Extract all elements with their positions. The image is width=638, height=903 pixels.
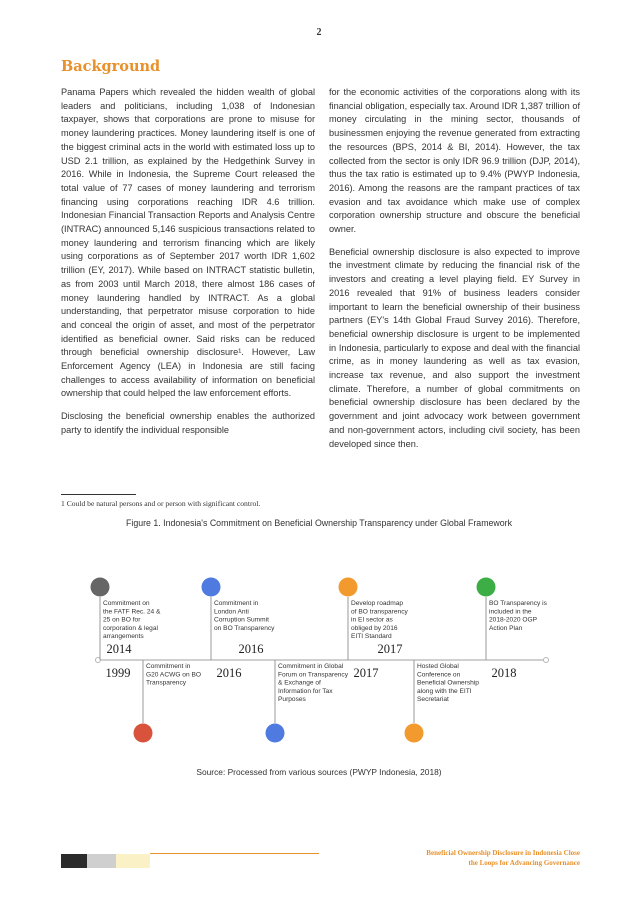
event-description: Commitment in Global: [278, 663, 344, 670]
timeline-figure: [0, 560, 638, 760]
event-description: 25 on BO for: [103, 616, 141, 624]
event-year: 2017: [353, 666, 379, 680]
event-year: 2018: [491, 666, 517, 680]
event-year: 1999: [105, 666, 131, 680]
event-description: & Exchange of: [278, 679, 321, 687]
event-description: EITI Standard: [351, 633, 392, 641]
paragraph: Disclosing the beneficial ownership enables the authorized party to identify the individual responsible: [61, 411, 315, 435]
event-marker: [202, 578, 221, 597]
event-description: Secretariat: [417, 696, 449, 704]
footer-color-block-cream: [116, 854, 150, 868]
right-column: [329, 86, 580, 460]
event-description: the FATF Rec. 24 &: [103, 608, 161, 616]
event-description: G20 ACWG on BO: [146, 671, 201, 679]
event-description: Commitment in: [146, 663, 191, 670]
footer-title: [426, 848, 580, 868]
event-year: 2014: [106, 642, 132, 656]
event-marker: [405, 724, 424, 743]
figure-source: Source: Processed from various sources (PWYP Indonesia, 2018): [196, 767, 442, 777]
event-description: included in the: [489, 608, 532, 616]
event-description: of BO transparency: [351, 608, 408, 616]
event-description: Develop roadmap: [351, 600, 404, 607]
figure-title: Figure 1. Indonesia's Commitment on Beneficial Ownership Transparency under Global Framework: [126, 518, 512, 528]
paragraph: Beneficial ownership disclosure is also expected to improve the investment climate by reducing the financial risk of the investors and creating a level playing field. EY Survey in 2016 revealed that 91% of business leaders consider important to learn the beneficial ownership of their business partners (EY's 14th Global Fraud Survey 2016). Therefore, beneficial ownership disclosure is urgent to be implemented in Indonesia, particularly to expose and deal with the financial crime, as in money laundering as well as tax evasion, increase tax revenue, and also support the investment climate. Therefore, a number of global commitments on beneficial ownership disclosure has been declared by the government and joint advocacy work between government and non-government actors, including civil society, has been developed since then.: [329, 246, 580, 449]
footer-title-line: the Loops for Advancing Governance: [468, 859, 580, 867]
event-description: on BO Transparency: [214, 624, 275, 632]
timeline-end-dot: [544, 658, 549, 663]
footer-rule: [150, 853, 319, 854]
event-description: arrangements: [103, 633, 144, 641]
footer-color-block-dark: [61, 854, 87, 868]
event-description: Purposes: [278, 696, 306, 704]
event-description: Forum on Transparency: [278, 671, 348, 679]
section-heading: Background: [61, 58, 161, 75]
event-description: corporation & legal: [103, 624, 158, 632]
event-description: Commitment on: [103, 600, 150, 607]
event-description: London Anti: [214, 608, 249, 616]
footnote-divider: [61, 494, 136, 495]
event-description: Corruption Summit: [214, 616, 269, 624]
footer-title-line: Beneficial Ownership Disclosure in Indonesia Close: [426, 849, 580, 857]
event-description: Conference on: [417, 671, 461, 679]
event-marker: [477, 578, 496, 597]
event-description: along with the EITI: [417, 687, 472, 695]
event-marker: [91, 578, 110, 597]
event-year: 2016: [238, 642, 264, 656]
left-column: [61, 86, 315, 447]
event-marker: [266, 724, 285, 743]
footnote: 1 Could be natural persons and or person with significant control.: [61, 499, 261, 508]
event-marker: [134, 724, 153, 743]
paragraph: Panama Papers which revealed the hidden wealth of global leaders and politicians, including 1,038 of Indonesian taxpayer, shows that corporations are prone to misuse for money laundering practices. Money laundering itself is one of the biggest criminal acts in the world with estimated loss up to USD 2.1 trillion, as explained by the Hedgethink Survey in 2016. While in Indonesia, the Supreme Court released the total value of 77 cases of money laundering and terrorism financing using corporations reaching IDR 4.6 trillion. Indonesian Financial Transaction Reports and Analysis Centre (INTRAC) announced 5,146 suspicious transactions related to money laundering and terrorism financing which are likely using corporations as of September 2017 worth IDR 1,602 trillion (EY, 2017). While based on INTRACT statistic bulletin, as from 2003 until March 2018, there almost 186 cases of money laundering handled by INTRACT. As a global understanding, that perpetrator misuse corporation to hide and conceal the origin of asset, and most of the perpetrator identified as beneficial owner. Said risks can be reduced through beneficial ownership disclosure¹. However, Law Enforcement Agency (LEA) in Indonesia are still facing challenges to access availability of information on beneficial ownership that could helped the law enforcement efforts.: [61, 87, 315, 399]
event-marker: [339, 578, 358, 597]
paragraph: for the economic activities of the corporations along with its financial obligation, especially tax. Around IDR 1,387 trillion of money circulating in the mining sector, thousands of businessmen enjoying the revenue generated from extracting the resources (BPS, 2014 & BI, 2014). However, the tax collected from the sector is only IDR 96.9 trillion (DJP, 2014), thus the tax ratio is estimated up to 9.4% (PWYP Indonesia, 2016). Among the reasons are the rampant practices of tax evasion and tax avoidance which make use of complex corporation ownership structure and obscure the beneficial owner.: [329, 87, 580, 235]
event-description: in EI sector as: [351, 616, 393, 624]
event-description: Beneficial Ownership: [417, 679, 479, 687]
event-description: Information for Tax: [278, 687, 333, 695]
event-year: 2016: [216, 666, 242, 680]
event-description: 2018-2020 OGP: [489, 616, 538, 624]
event-description: Action Plan: [489, 624, 523, 632]
page-number: 2: [316, 27, 322, 38]
event-description: Hosted Global: [417, 663, 459, 670]
footer-color-block-grey: [87, 854, 116, 868]
event-year: 2017: [377, 642, 403, 656]
event-description: Commitment in: [214, 600, 259, 607]
event-description: Transparency: [146, 679, 187, 687]
event-description: BO Transparency is: [489, 600, 547, 607]
event-description: obliged by 2016: [351, 624, 398, 632]
